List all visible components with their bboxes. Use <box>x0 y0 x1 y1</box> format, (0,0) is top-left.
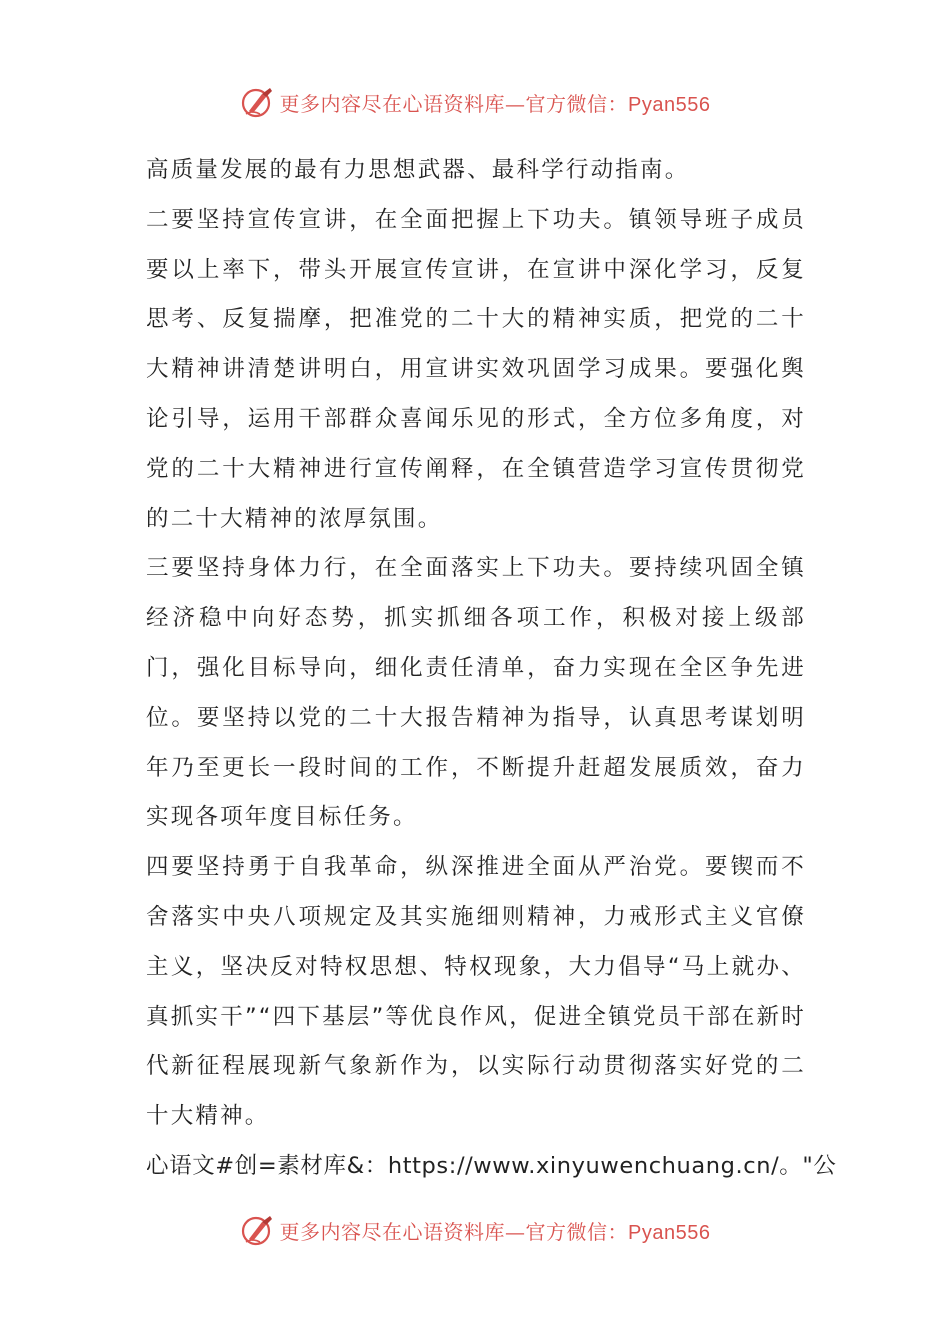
paragraph-1: 高质量发展的最有力思想武器、最科学行动指南。 <box>146 157 690 183</box>
pen-in-circle-icon <box>240 1212 276 1248</box>
header-wechat-id: Pyan556 <box>628 93 711 116</box>
paragraph-2: 二要坚持宣传宣讲，在全面把握上下功夫。镇领导班子成员要以上率下，带头开展宣传宣讲，在宣讲中深化学习，反复思考、反复揣摩，把准党的二十大的精神实质，把党的二十大精神讲清楚讲明白，用宣讲实效巩固学习成果。要强化舆论引导，运用干部群众喜闻乐见的形式，全方位多角度，对党的二十大精神进行宣传阐释，在全镇营造学习宣传贯彻党的二十大精神的浓厚氛围。 <box>146 206 806 532</box>
paragraph-4: 四要坚持勇于自我革命，纵深推进全面从严治党。要锲而不舍落实中央八项规定及其实施细则精神，力戒形式主义官僚主义，坚决反对特权思想、特权现象，大力倡导“马上就办、真抓实干”“四下基层”等优良作风，促进全镇党员干部在新时代新征程展现新气象新作为，以实际行动贯彻落实好党的二十大精神。 <box>146 854 806 1130</box>
footer-tagline <box>280 1216 711 1245</box>
pen-in-circle-icon <box>240 84 276 120</box>
footer-tagline-text: 更多内容尽在心语资料库—官方微信： <box>279 1219 629 1244</box>
header-tagline-text: 更多内容尽在心语资料库—官方微信： <box>279 91 629 116</box>
header-tagline <box>280 88 711 117</box>
paragraph-source-line: 心语文#创=素材库&：https://www.xinyuwenchuang.cn/。"公 <box>146 1152 837 1179</box>
document-body <box>146 146 837 1192</box>
header-banner <box>0 82 950 122</box>
footer-wechat-id: Pyan556 <box>628 1221 711 1244</box>
footer-banner <box>0 1210 950 1250</box>
paragraph-3: 三要坚持身体力行，在全面落实上下功夫。要持续巩固全镇经济稳中向好态势，抓实抓细各项工作，积极对接上级部门，强化目标导向，细化责任清单，奋力实现在全区争先进位。要坚持以党的二十大报告精神为指导，认真思考谋划明年乃至更长一段时间的工作，不断提升赶超发展质效，奋力实现各项年度目标任务。 <box>146 555 806 831</box>
